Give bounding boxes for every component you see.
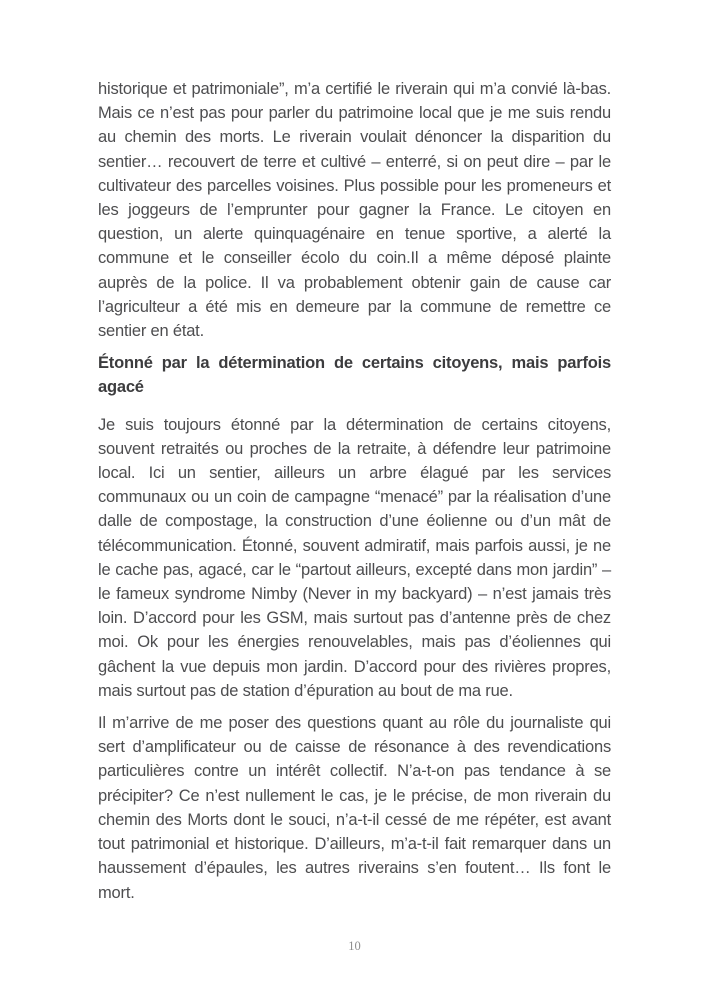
paragraph: Il m’arrive de me poser des questions quant au rôle du journaliste qui sert d’amplificateur ou de caisse de résonance à des revendications particulières contre un intérêt collectif. N’a-t-on pas tendance à se précipiter? Ce n’est nullement le cas, je le précise, de mon riverain du chemin des Morts dont le souci, n’a-t-il cessé de me répéter, est avant tout patrimonial et historique. D’ailleurs, m’a-t-il fait remarquer dans un haussement d’épaules, les autres riverains s’en foutent… Ils font le mort. <box>98 714 611 902</box>
paragraph-continued-from-previous-page: historique et patrimoniale”, m’a certifié le riverain qui m’a convié là-bas. Mais ce n’est pas pour parler du patrimoine local que je me suis rendu au chemin des morts. Le riverain voulait dénoncer la disparition du sentier… recouvert de terre et cultivé – enterré, si on peut dire – par le cultivateur des parcelles voisines. Plus possible pour les promeneurs et les joggeurs de l’emprunter pour gagner la France. Le citoyen en question, un alerte quinquagénaire en tenue sportive, a alerté la commune et le conseiller écolo du coin.Il a même déposé plainte auprès de la police. Il va probablement obtenir gain de cause car l’agriculteur a été mis en demeure par la commune de remettre ce sentier en état. <box>98 80 611 341</box>
section-heading: Étonné par la détermination de certains citoyens, mais parfois agacé <box>98 354 611 397</box>
page-footer <box>0 933 709 992</box>
paragraph: Je suis toujours étonné par la détermination de certains citoyens, souvent retraités ou proches de la retraite, à défendre leur patrimoine local. Ici un sentier, ailleurs un arbre élagué par les services communaux ou un coin de campagne “menacé” par la réalisation d’une dalle de compostage, la construction d’une éolienne ou d’un mât de télécommunication. Étonné, souvent admiratif, mais parfois aussi, je ne le cache pas, agacé, car le “partout ailleurs, excepté dans mon jardin” – le fameux syndrome Nimby (Never in my backyard) – n’est jamais très loin. D’accord pour les GSM, mais surtout pas d’antenne près de chez moi. Ok pour les énergies renouvelables, mais pas d’éoliennes qui gâchent la vue depuis mon jardin. D’accord pour des rivières propres, mais surtout pas de station d’épuration au bout de ma rue. <box>98 415 611 700</box>
text-column <box>98 77 611 905</box>
page-number: 10 <box>348 939 361 953</box>
